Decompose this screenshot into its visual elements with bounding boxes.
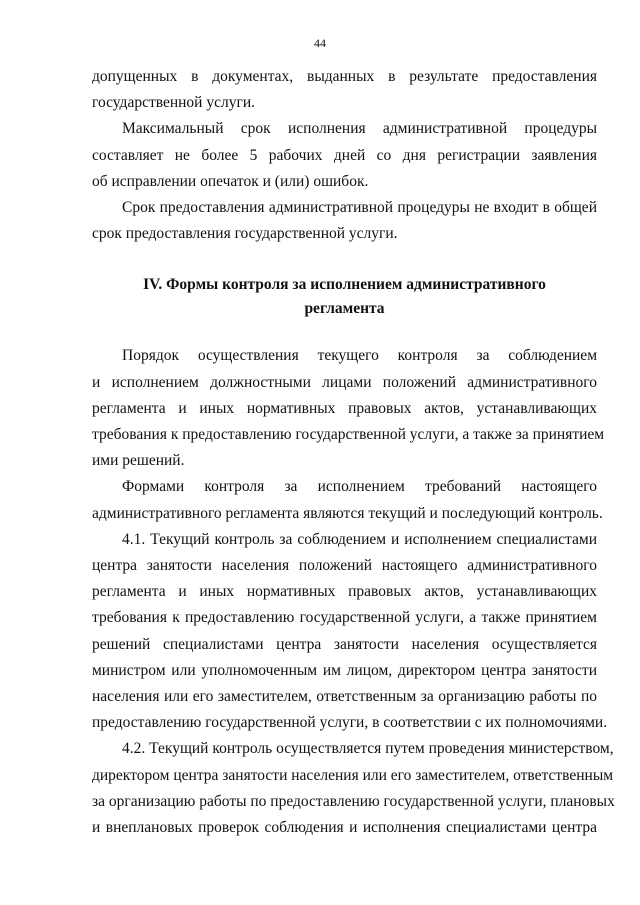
paragraph-line: об исправлении опечаток и (или) ошибок. xyxy=(92,172,369,190)
paragraph xyxy=(92,116,597,195)
paragraph-line: и исполнением должностными лицами положений административного xyxy=(92,373,597,391)
spacer xyxy=(92,247,597,273)
paragraph-line: директором центра занятости населения или его заместителем, ответственным xyxy=(92,766,614,784)
paragraph-line: Порядок осуществления текущего контроля за соблюдением xyxy=(122,347,597,365)
paragraph xyxy=(92,527,608,737)
paragraph-line: допущенных в документах, выданных в результате предоставления xyxy=(92,68,597,85)
paragraph-line: и внеплановых проверок соблюдения и исполнения специалистами центра xyxy=(92,819,597,837)
paragraph-line: срок предоставления государственной услуги. xyxy=(92,225,398,243)
paragraph-line: решений специалистами центра занятости населения осуществляется xyxy=(92,635,597,653)
paragraphs-bottom xyxy=(92,343,615,841)
paragraph-line: требования к предоставлению государственной услуги, а также за принятием xyxy=(92,426,605,444)
paragraph-line: министром или уполномоченным им лицом, директором центра занятости xyxy=(92,661,597,679)
paragraph xyxy=(92,736,615,841)
section-heading-line-1: IV. Формы контроля за исполнением административного xyxy=(143,276,546,294)
paragraph-line: предоставлению государственной услуги, в соответствии с их полномочиями. xyxy=(92,714,608,732)
section-heading-line-2: регламента xyxy=(304,300,385,318)
paragraph xyxy=(92,195,597,247)
document-body xyxy=(92,64,615,841)
paragraph-line: центра занятости населения положений настоящего административного xyxy=(92,557,597,575)
paragraph xyxy=(92,474,603,526)
paragraph-line: требования к предоставлению государственной услуги, а также принятием xyxy=(92,609,597,627)
page-number: 44 xyxy=(314,36,326,50)
paragraph-line: 4.2. Текущий контроль осуществляется путем проведения министерством, xyxy=(122,740,614,758)
spacer xyxy=(92,321,597,343)
paragraph-line: Срок предоставления административной процедуры не входит в общей xyxy=(122,199,597,217)
paragraphs-top xyxy=(92,64,597,247)
paragraph-line: административного регламента являются текущий и последующий контроль. xyxy=(92,504,603,522)
paragraph-line: ими решений. xyxy=(92,452,185,470)
paragraph-line: составляет не более 5 рабочих дней со дня регистрации заявления xyxy=(92,146,597,164)
section-heading xyxy=(92,273,597,321)
paragraph-line: Максимальный срок исполнения административной процедуры xyxy=(122,120,597,138)
paragraph-line: регламента и иных нормативных правовых актов, устанавливающих xyxy=(92,399,597,417)
paragraph-line: регламента и иных нормативных правовых актов, устанавливающих xyxy=(92,583,597,601)
paragraph xyxy=(92,64,597,116)
paragraph-line: государственной услуги. xyxy=(92,94,255,112)
paragraph xyxy=(92,343,605,474)
paragraph-line: Формами контроля за исполнением требований настоящего xyxy=(122,478,597,496)
paragraph-line: за организацию работы по предоставлению государственной услуги, плановых xyxy=(92,792,615,810)
paragraph-line: 4.1. Текущий контроль за соблюдением и исполнением специалистами xyxy=(122,530,597,548)
paragraph-line: населения или его заместителем, ответственным за организацию работы по xyxy=(92,688,597,706)
